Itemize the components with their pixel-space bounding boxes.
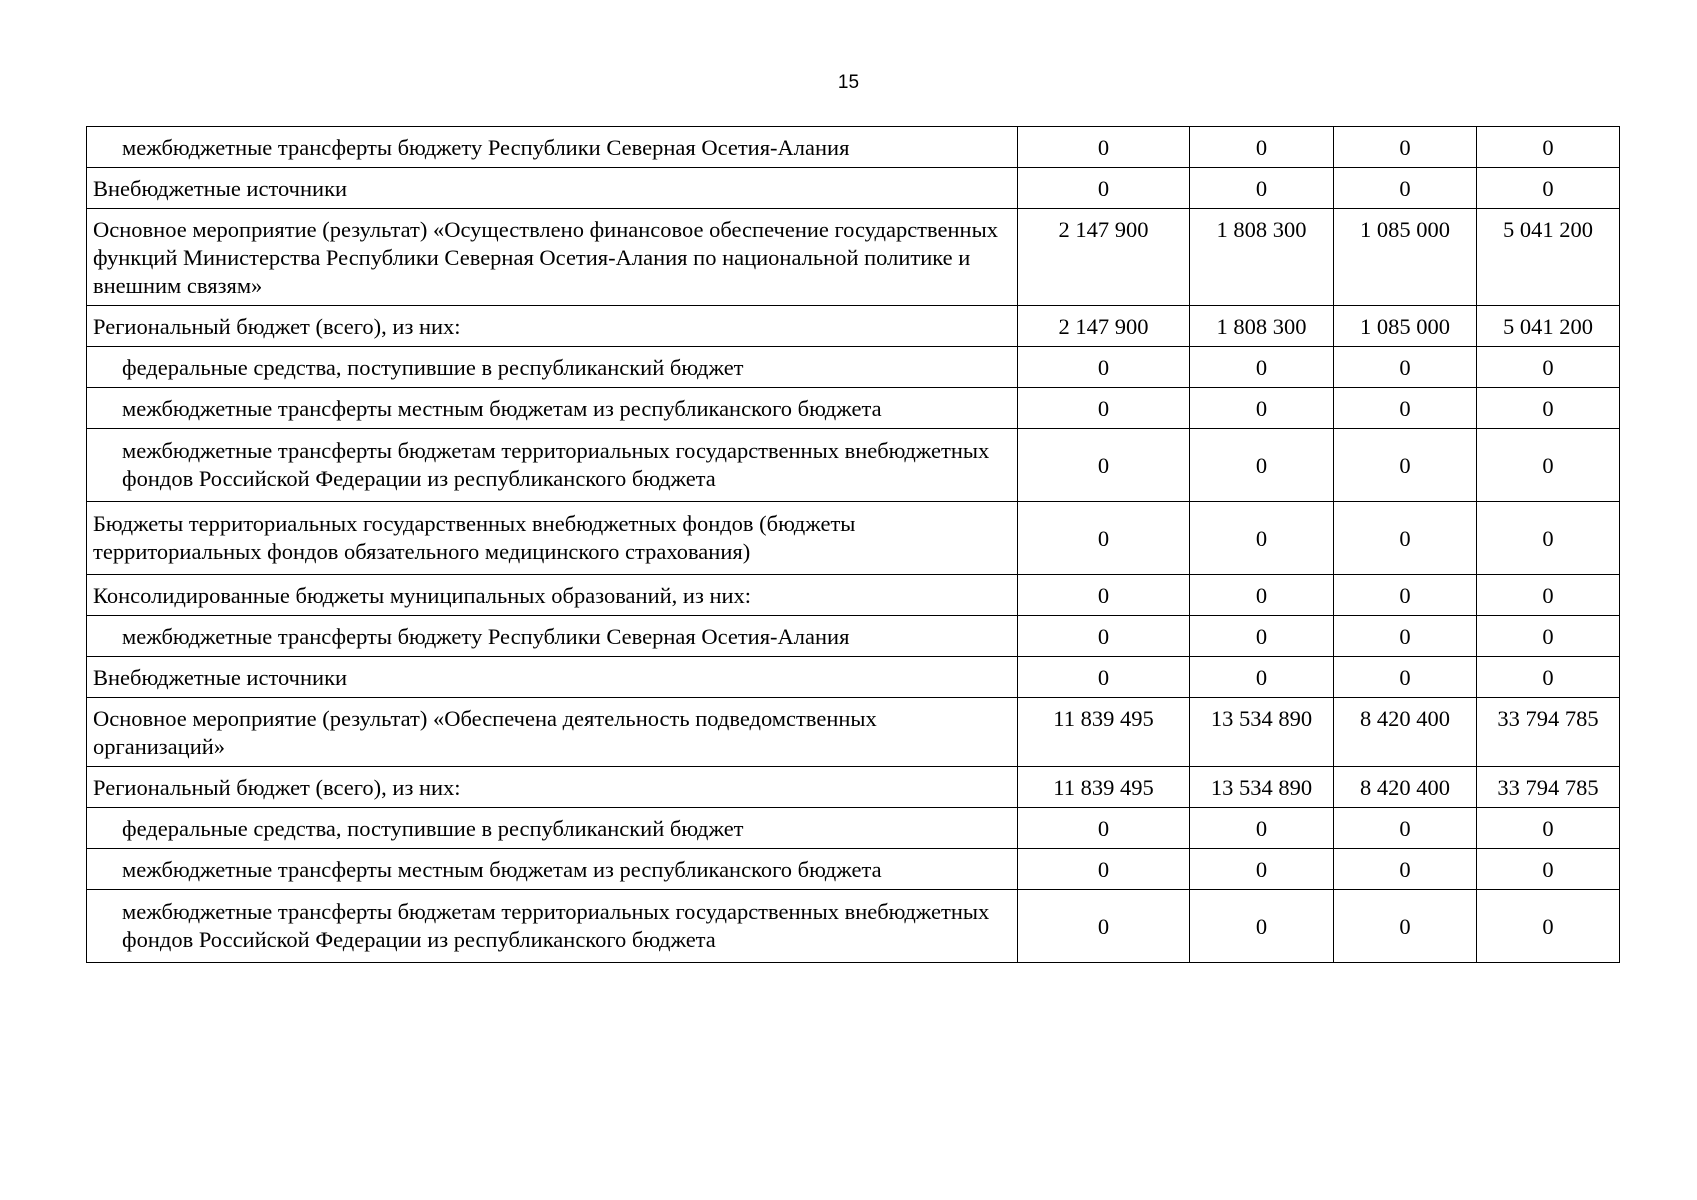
table-row	[87, 767, 1620, 808]
value-cell: 0	[1334, 127, 1477, 168]
value-cell: 0	[1190, 127, 1334, 168]
value-cell: 0	[1334, 616, 1477, 657]
value-cell: 0	[1334, 388, 1477, 429]
table-row	[87, 502, 1620, 575]
value-cell: 0	[1477, 849, 1620, 890]
value-cell: 0	[1018, 808, 1190, 849]
value-cell: 0	[1190, 657, 1334, 698]
value-cell: 0	[1477, 429, 1620, 502]
row-label: межбюджетные трансферты бюджету Республики Северная Осетия-Алания	[87, 127, 1018, 168]
value-cell: 0	[1190, 347, 1334, 388]
table-row	[87, 575, 1620, 616]
row-label: межбюджетные трансферты местным бюджетам из республиканского бюджета	[87, 849, 1018, 890]
table-row	[87, 429, 1620, 502]
value-cell: 0	[1018, 347, 1190, 388]
value-cell: 33 794 785	[1477, 698, 1620, 767]
value-cell: 1 085 000	[1334, 209, 1477, 306]
value-cell: 11 839 495	[1018, 767, 1190, 808]
value-cell: 0	[1190, 502, 1334, 575]
value-cell: 0	[1018, 657, 1190, 698]
value-cell: 0	[1477, 657, 1620, 698]
value-cell: 0	[1018, 575, 1190, 616]
value-cell: 13 534 890	[1190, 767, 1334, 808]
row-label: межбюджетные трансферты бюджету Республики Северная Осетия-Алания	[87, 616, 1018, 657]
value-cell: 0	[1334, 502, 1477, 575]
table-row	[87, 168, 1620, 209]
value-cell: 0	[1477, 616, 1620, 657]
value-cell: 0	[1477, 347, 1620, 388]
budget-table	[86, 126, 1620, 963]
value-cell: 0	[1334, 168, 1477, 209]
value-cell: 0	[1018, 388, 1190, 429]
value-cell: 0	[1190, 616, 1334, 657]
value-cell: 5 041 200	[1477, 306, 1620, 347]
value-cell: 0	[1018, 168, 1190, 209]
value-cell: 0	[1477, 575, 1620, 616]
value-cell: 0	[1477, 502, 1620, 575]
value-cell: 0	[1477, 168, 1620, 209]
row-label: Внебюджетные источники	[87, 168, 1018, 209]
value-cell: 0	[1018, 127, 1190, 168]
value-cell: 5 041 200	[1477, 209, 1620, 306]
value-cell: 1 085 000	[1334, 306, 1477, 347]
row-label: Региональный бюджет (всего), из них:	[87, 306, 1018, 347]
row-label: Внебюджетные источники	[87, 657, 1018, 698]
value-cell: 0	[1190, 849, 1334, 890]
table-row	[87, 306, 1620, 347]
value-cell: 8 420 400	[1334, 767, 1477, 808]
value-cell: 0	[1334, 657, 1477, 698]
value-cell: 33 794 785	[1477, 767, 1620, 808]
value-cell: 0	[1018, 429, 1190, 502]
table-row	[87, 127, 1620, 168]
value-cell: 0	[1018, 616, 1190, 657]
value-cell: 0	[1190, 575, 1334, 616]
value-cell: 0	[1190, 388, 1334, 429]
table-row	[87, 657, 1620, 698]
value-cell: 0	[1477, 127, 1620, 168]
value-cell: 0	[1334, 347, 1477, 388]
row-label: федеральные средства, поступившие в республиканский бюджет	[87, 808, 1018, 849]
table-row	[87, 388, 1620, 429]
value-cell: 0	[1334, 808, 1477, 849]
value-cell: 13 534 890	[1190, 698, 1334, 767]
table-row	[87, 849, 1620, 890]
value-cell: 0	[1477, 388, 1620, 429]
value-cell: 0	[1477, 890, 1620, 963]
page-number: 15	[837, 72, 860, 93]
value-cell: 0	[1334, 849, 1477, 890]
value-cell: 0	[1190, 429, 1334, 502]
table-row	[87, 347, 1620, 388]
table-row	[87, 698, 1620, 767]
row-label: Консолидированные бюджеты муниципальных образований, из них:	[87, 575, 1018, 616]
value-cell: 0	[1018, 502, 1190, 575]
value-cell: 0	[1190, 168, 1334, 209]
value-cell: 1 808 300	[1190, 306, 1334, 347]
value-cell: 1 808 300	[1190, 209, 1334, 306]
row-label: Основное мероприятие (результат) «Осуществлено финансовое обеспечение государственных функций Министерства Республики Северная Осетия-Алания по национальной политике и внешним связям»	[87, 209, 1018, 306]
row-label: федеральные средства, поступившие в республиканский бюджет	[87, 347, 1018, 388]
value-cell: 2 147 900	[1018, 306, 1190, 347]
value-cell: 11 839 495	[1018, 698, 1190, 767]
value-cell: 0	[1334, 890, 1477, 963]
row-label: межбюджетные трансферты бюджетам территориальных государственных внебюджетных фондов Российской Федерации из республиканского бюджета	[87, 429, 1018, 502]
table-row	[87, 209, 1620, 306]
value-cell: 0	[1334, 429, 1477, 502]
value-cell: 0	[1190, 808, 1334, 849]
row-label: Основное мероприятие (результат) «Обеспечена деятельность подведомственных организаций»	[87, 698, 1018, 767]
value-cell: 0	[1018, 849, 1190, 890]
row-label: межбюджетные трансферты бюджетам территориальных государственных внебюджетных фондов Российской Федерации из республиканского бюджета	[87, 890, 1018, 963]
row-label: Региональный бюджет (всего), из них:	[87, 767, 1018, 808]
row-label: межбюджетные трансферты местным бюджетам из республиканского бюджета	[87, 388, 1018, 429]
value-cell: 0	[1018, 890, 1190, 963]
value-cell: 2 147 900	[1018, 209, 1190, 306]
row-label: Бюджеты территориальных государственных внебюджетных фондов (бюджеты территориальных фондов обязательного медицинского страхования)	[87, 502, 1018, 575]
table-row	[87, 616, 1620, 657]
value-cell: 0	[1334, 575, 1477, 616]
value-cell: 8 420 400	[1334, 698, 1477, 767]
value-cell: 0	[1477, 808, 1620, 849]
table-row	[87, 890, 1620, 963]
value-cell: 0	[1190, 890, 1334, 963]
table-row	[87, 808, 1620, 849]
